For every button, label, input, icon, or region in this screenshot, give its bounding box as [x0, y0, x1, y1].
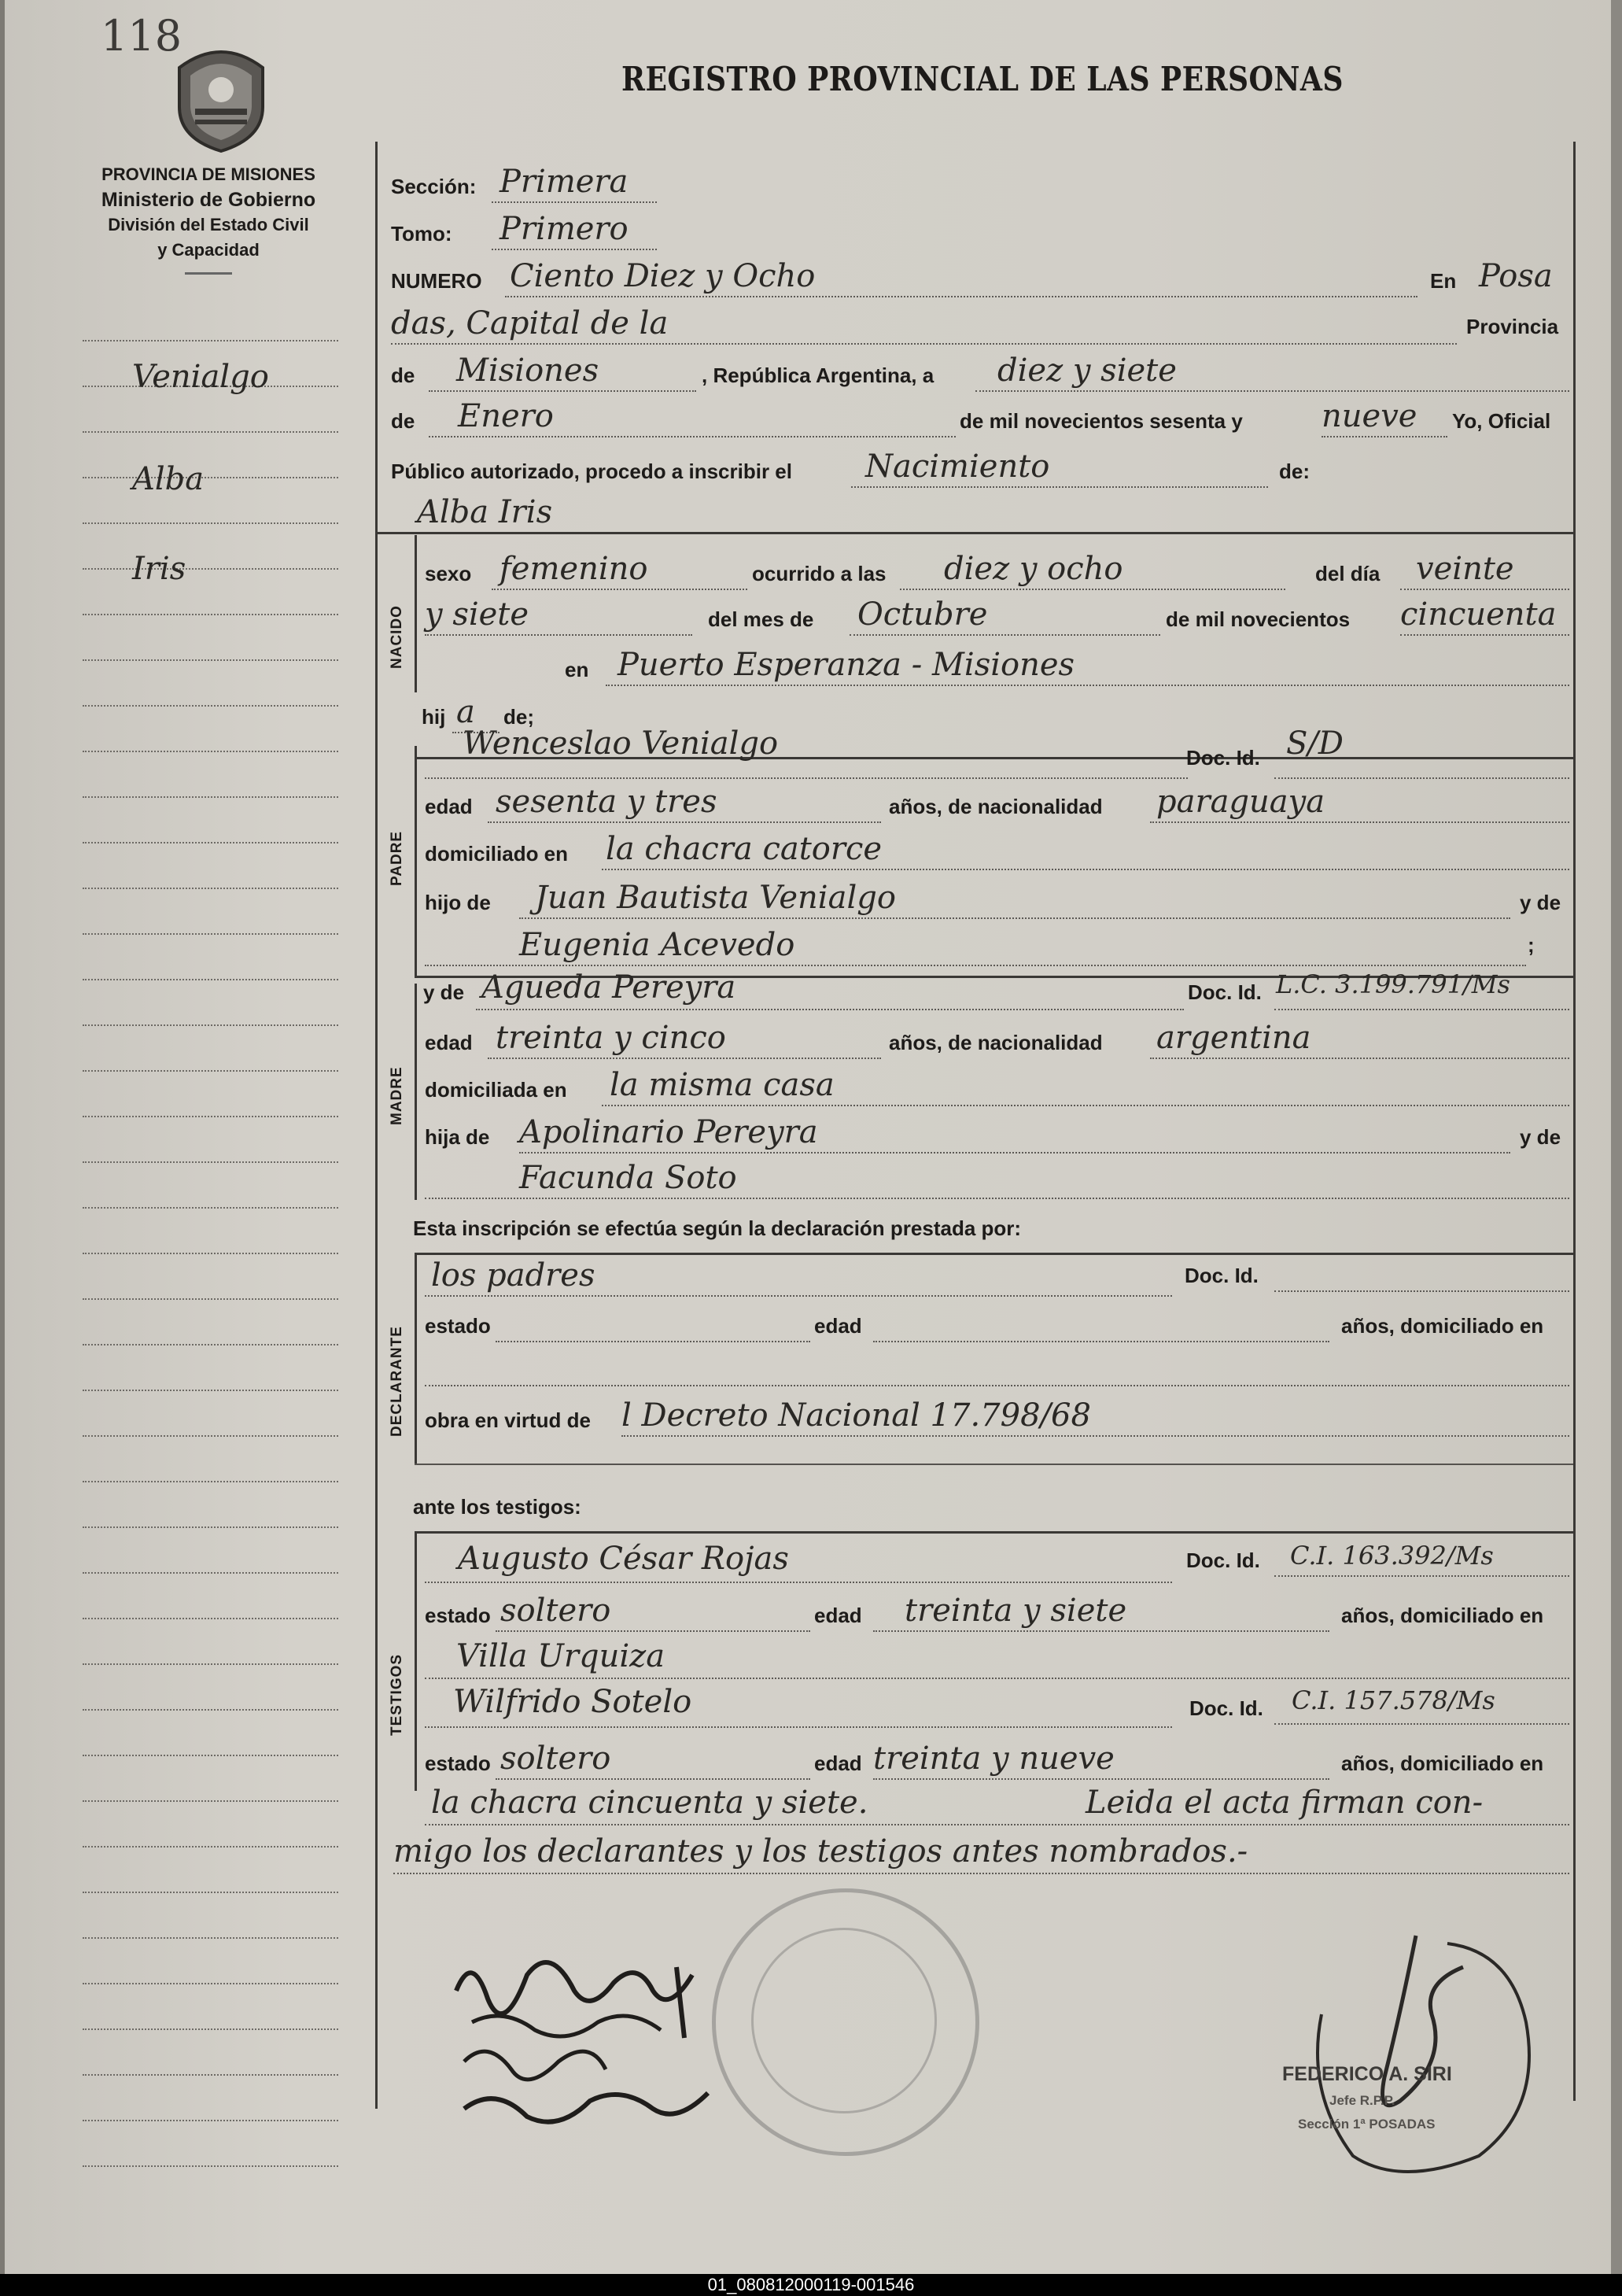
padre-hijo-de-value-2: Eugenia Acevedo — [519, 927, 795, 963]
madre-nac-value: argentina — [1156, 1020, 1311, 1056]
padre-edad-label: edad — [425, 795, 473, 818]
padre-nac-value: paraguaya — [1156, 784, 1325, 820]
provincia-label: Provincia — [1466, 315, 1559, 338]
madre-domicilio-line — [602, 1105, 1569, 1106]
margin-dotted-line — [83, 979, 338, 980]
padre-side-label: PADRE — [389, 830, 405, 886]
declarante-doc-label: Doc. Id. — [1185, 1264, 1259, 1287]
margin-dotted-line — [83, 1435, 338, 1437]
margin-dotted-line — [83, 1116, 338, 1117]
dia-nac-value-2: y siete — [425, 596, 529, 633]
name-separator — [378, 532, 1573, 534]
margin-dotted-line — [83, 1161, 338, 1163]
padre-hijo-de-line — [519, 917, 1510, 919]
seccion-value: Primera — [500, 164, 629, 200]
padre-semicolon: ; — [1528, 933, 1535, 957]
margin-dotted-line — [83, 477, 338, 478]
official-section-stamp: Sección 1ª POSADAS — [1298, 2117, 1436, 2132]
padre-hijo-de-line-2 — [425, 965, 1526, 966]
padre-name-line — [425, 777, 1188, 779]
declarante-bracket — [415, 1253, 417, 1465]
inscripcion-label: Esta inscripción se efectúa según la declaración prestada por: — [413, 1216, 1022, 1240]
testigo1-estado-value: soltero — [500, 1593, 611, 1629]
testigo1-name-line — [425, 1582, 1172, 1583]
madre-nac-label: años, de nacionalidad — [889, 1031, 1103, 1054]
testigo1-doc-label: Doc. Id. — [1186, 1549, 1260, 1572]
declarante-edad-line — [873, 1341, 1329, 1342]
margin-dotted-line — [83, 1663, 338, 1665]
hora-line — [900, 589, 1285, 590]
testigo2-edad-value: treinta y nueve — [873, 1740, 1115, 1777]
numero-label: NUMERO — [391, 269, 482, 293]
padre-edad-line — [488, 821, 881, 823]
declarante-top-line — [415, 1253, 1573, 1255]
padre-bracket — [415, 746, 417, 978]
madre-hija-de-line — [519, 1152, 1510, 1154]
margin-dotted-line — [83, 1846, 338, 1848]
testigo2-name-line — [425, 1726, 1172, 1728]
yo-oficial-label: Yo, Oficial — [1452, 409, 1551, 433]
mes-nac-line — [850, 634, 1160, 636]
hij-suffix-value: a — [456, 694, 475, 730]
madre-edad-value: treinta y cinco — [496, 1020, 726, 1056]
padre-domicilio-line — [602, 869, 1569, 870]
month-value: Enero — [458, 398, 554, 434]
padre-nac-label: años, de nacionalidad — [889, 795, 1103, 818]
madre-name-value: Agueda Pereyra — [481, 969, 736, 1006]
madre-hija-de-label: hija de — [425, 1125, 490, 1149]
declarante-domicilio-label: años, domiciliado en — [1341, 1314, 1544, 1338]
seccion-label: Sección: — [391, 175, 477, 198]
margin-dotted-line — [83, 1481, 338, 1482]
tomo-label: Tomo: — [391, 222, 452, 245]
madre-doc-value: L.C. 3.199.791/Ms — [1276, 969, 1510, 999]
margin-dotted-line — [83, 1709, 338, 1711]
margin-dotted-line — [83, 1755, 338, 1756]
closing-line-2 — [393, 1873, 1569, 1874]
margin-dotted-line — [83, 1618, 338, 1619]
declarante-name-value: los padres — [431, 1257, 595, 1294]
authority-line-capacity: y Capacidad — [157, 240, 260, 260]
hij-label: hij — [422, 705, 446, 729]
padre-doc-value: S/D — [1286, 725, 1344, 762]
margin-dotted-line — [83, 933, 338, 935]
margin-dotted-line — [83, 2165, 338, 2167]
acto-value: Nacimiento — [865, 448, 1050, 485]
testigo2-domicilio-line — [425, 1824, 1569, 1825]
closing-line-2-value: migo los declarantes y los testigos antes nombrados.- — [393, 1833, 1248, 1870]
margin-dotted-line — [83, 522, 338, 524]
anio-nac-line — [1400, 634, 1569, 636]
form-right-border — [1573, 142, 1576, 2101]
tomo-value: Primero — [500, 211, 629, 247]
declarante-edad-label: edad — [814, 1314, 862, 1338]
margin-dotted-line — [83, 614, 338, 615]
padre-name-value: Wenceslao Venialgo — [463, 725, 779, 762]
margin-dotted-line — [83, 659, 338, 661]
page-right-edge — [1611, 0, 1622, 2274]
del-mes-label: del mes de — [708, 607, 814, 631]
margin-dotted-line — [83, 1572, 338, 1574]
obra-value: l Decreto Nacional 17.798/68 — [621, 1397, 1091, 1434]
nacido-bracket — [415, 535, 417, 692]
testigo2-estado-line — [496, 1778, 810, 1780]
madre-hija-de-value-2: Facunda Soto — [519, 1160, 737, 1196]
madre-hija-de-value-1: Apolinario Pereyra — [519, 1114, 818, 1150]
testigo2-domicilio-value: la chacra cincuenta y siete. — [431, 1785, 868, 1821]
margin-dotted-line — [83, 2074, 338, 2076]
publico-label: Público autorizado, procedo a inscribir el — [391, 460, 792, 483]
madre-domicilio-label: domiciliada en — [425, 1078, 567, 1102]
testigo2-edad-line — [873, 1778, 1329, 1780]
madre-doc-line — [1274, 1009, 1569, 1010]
testigo2-edad-label: edad — [814, 1752, 862, 1775]
de-label-2: de — [391, 409, 415, 433]
numero-line — [505, 296, 1417, 297]
child-name-value: Alba Iris — [417, 494, 553, 530]
margin-dotted-line — [83, 1390, 338, 1391]
de-mil-nov-label: de mil novecientos — [1166, 607, 1351, 631]
page-number: 118 — [101, 11, 182, 61]
padre-hijo-de-label: hijo de — [425, 891, 491, 914]
authority-line-province: PROVINCIA DE MISIONES — [101, 164, 315, 184]
padre-edad-value: sesenta y tres — [496, 784, 717, 820]
declarante-side-label: DECLARANTE — [389, 1326, 405, 1437]
en-label: En — [1430, 269, 1457, 293]
de-colon-label: de: — [1279, 460, 1310, 483]
madre-domicilio-value: la misma casa — [610, 1067, 835, 1103]
madre-hija-de-line-2 — [425, 1198, 1569, 1199]
obra-line — [621, 1435, 1569, 1437]
provincial-crest-icon — [171, 44, 271, 153]
testigo1-domicilio-line — [425, 1678, 1569, 1679]
testigos-side-label: TESTIGOS — [389, 1653, 405, 1736]
anio-nac-value: cincuenta — [1400, 596, 1557, 633]
padre-domicilio-label: domiciliado en — [425, 842, 569, 866]
authority-separator — [185, 272, 232, 275]
margin-dotted-line — [83, 796, 338, 798]
dia-nac-line — [1400, 589, 1569, 590]
page-left-edge — [0, 0, 5, 2274]
dia-nac-line-2 — [425, 634, 692, 636]
margin-dotted-line — [83, 2028, 338, 2030]
official-seal-stamp — [712, 1888, 979, 2156]
de-semi-label: de; — [503, 705, 534, 729]
padre-doc-label: Doc. Id. — [1186, 746, 1260, 770]
place-value-2: das, Capital de la — [391, 305, 669, 341]
official-name-stamp: FEDERICO A. SIRI — [1282, 2063, 1452, 2085]
province-line — [429, 390, 696, 392]
signatures-drawing — [441, 1943, 724, 2148]
testigos-top-line — [415, 1531, 1573, 1534]
del-dia-label: del día — [1315, 562, 1381, 585]
margin-name-1: Alba — [132, 461, 205, 497]
year-line — [1322, 436, 1447, 437]
margin-dotted-line — [83, 1526, 338, 1528]
margin-dotted-line — [83, 1024, 338, 1026]
place-line-2 — [391, 343, 1457, 345]
sexo-label: sexo — [425, 562, 472, 585]
margin-dotted-line — [83, 1800, 338, 1802]
month-line — [429, 436, 956, 437]
authority-line-division: División del Estado Civil — [108, 215, 309, 234]
margin-dotted-line — [83, 1070, 338, 1072]
declarante-doc-line — [1274, 1290, 1569, 1292]
day-value: diez y siete — [997, 353, 1177, 389]
margin-dotted-line — [83, 705, 338, 707]
margin-dotted-line — [83, 340, 338, 341]
official-signature-drawing — [1243, 1920, 1557, 2187]
testigo2-doc-label: Doc. Id. — [1189, 1696, 1263, 1720]
margin-dotted-line — [83, 568, 338, 570]
margin-dotted-line — [83, 842, 338, 843]
margin-dotted-line — [83, 1937, 338, 1939]
madre-y-de-label: y de — [423, 980, 465, 1004]
testigos-bracket — [415, 1531, 417, 1791]
de-mil-label: de mil novecientos sesenta y — [960, 409, 1243, 433]
testigo1-estado-label: estado — [425, 1604, 491, 1627]
form-left-border — [375, 142, 378, 2109]
footer-code: 01_080812000119-001546 — [0, 2274, 1622, 2296]
margin-surname: Venialgo — [132, 359, 269, 395]
padre-nac-line — [1150, 821, 1569, 823]
padre-y-de-label: y de — [1520, 891, 1561, 914]
padre-doc-line — [1274, 777, 1569, 779]
testigo2-doc-line — [1274, 1723, 1569, 1725]
madre-edad-line — [488, 1058, 881, 1059]
padre-hijo-de-value-1: Juan Bautista Venialgo — [535, 880, 896, 916]
testigo1-domicilio-value: Villa Urquiza — [456, 1638, 665, 1674]
madre-name-line — [476, 1009, 1184, 1010]
mes-nac-value: Octubre — [857, 596, 988, 633]
testigo1-estado-line — [496, 1630, 810, 1632]
madre-edad-label: edad — [425, 1031, 473, 1054]
official-seal-inner-ring — [751, 1928, 937, 2113]
madre-nac-line — [1150, 1058, 1569, 1059]
hora-value: diez y ocho — [944, 551, 1123, 587]
declarante-name-line — [425, 1295, 1172, 1297]
margin-dotted-line — [83, 2120, 338, 2121]
margin-name-2: Iris — [132, 551, 186, 587]
madre-side-label: MADRE — [389, 1066, 405, 1125]
de-label-1: de — [391, 364, 415, 387]
margin-dotted-line — [83, 431, 338, 433]
place-value-1: Posa — [1479, 258, 1553, 294]
testigo2-doc-value: C.I. 157.578/Ms — [1292, 1685, 1495, 1715]
margin-dotted-line — [83, 1253, 338, 1254]
dia-nac-value-1: veinte — [1416, 551, 1514, 587]
issuing-authority — [79, 162, 338, 275]
document-title: REGISTRO PROVINCIAL DE LAS PERSONAS — [621, 60, 1344, 98]
tomo-line — [492, 249, 657, 250]
declarante-estado-line — [496, 1341, 810, 1342]
padre-domicilio-value: la chacra catorce — [606, 831, 883, 867]
testigo1-edad-line — [873, 1630, 1329, 1632]
seccion-line — [492, 201, 657, 203]
sexo-line — [492, 589, 747, 590]
margin-dotted-line — [83, 1344, 338, 1345]
republica-label: , República Argentina, a — [702, 364, 934, 387]
lugar-nac-value: Puerto Esperanza - Misiones — [617, 647, 1075, 683]
ocurrido-label: ocurrido a las — [752, 562, 887, 585]
margin-dotted-line — [83, 751, 338, 752]
margin-dotted-line — [83, 888, 338, 889]
testigo1-edad-label: edad — [814, 1604, 862, 1627]
obra-label: obra en virtud de — [425, 1408, 591, 1432]
lugar-nac-line — [606, 685, 1569, 686]
acto-line — [851, 486, 1268, 488]
closing-line-1-tail: Leida el acta firman con- — [1086, 1785, 1484, 1821]
testigo1-doc-line — [1274, 1575, 1569, 1577]
authority-line-ministry: Ministerio de Gobierno — [101, 189, 316, 211]
day-line — [975, 390, 1569, 392]
ante-testigos-label: ante los testigos: — [413, 1495, 581, 1519]
margin-dotted-line — [83, 1983, 338, 1984]
testigo1-domicilio-label: años, domiciliado en — [1341, 1604, 1544, 1627]
margin-dotted-line — [83, 1892, 338, 1893]
nacido-side-label: NACIDO — [389, 605, 405, 669]
en-lower-label: en — [565, 658, 589, 681]
province-value: Misiones — [456, 353, 599, 389]
sexo-value: femenino — [500, 551, 648, 587]
year-value: nueve — [1322, 398, 1417, 434]
testigo2-name-value: Wilfrido Sotelo — [453, 1684, 692, 1720]
testigo1-name-value: Augusto César Rojas — [458, 1541, 789, 1577]
declarante-bottom-line — [415, 1464, 1573, 1465]
madre-y-de-label-2: y de — [1520, 1125, 1561, 1149]
testigo1-edad-value: treinta y siete — [905, 1593, 1127, 1629]
official-title-stamp: Jefe R.P.P. — [1329, 2093, 1395, 2108]
numero-value: Ciento Diez y Ocho — [510, 258, 816, 294]
madre-doc-label: Doc. Id. — [1188, 980, 1262, 1004]
declarante-estado-label: estado — [425, 1314, 491, 1338]
testigo2-domicilio-label: años, domiciliado en — [1341, 1752, 1544, 1775]
declarante-domicilio-line — [425, 1385, 1569, 1386]
testigo1-doc-value: C.I. 163.392/Ms — [1290, 1541, 1494, 1571]
madre-bracket — [415, 984, 417, 1200]
testigo2-estado-value: soltero — [500, 1740, 611, 1777]
margin-dotted-line — [83, 1207, 338, 1209]
testigo2-estado-label: estado — [425, 1752, 491, 1775]
margin-dotted-line — [83, 1298, 338, 1300]
